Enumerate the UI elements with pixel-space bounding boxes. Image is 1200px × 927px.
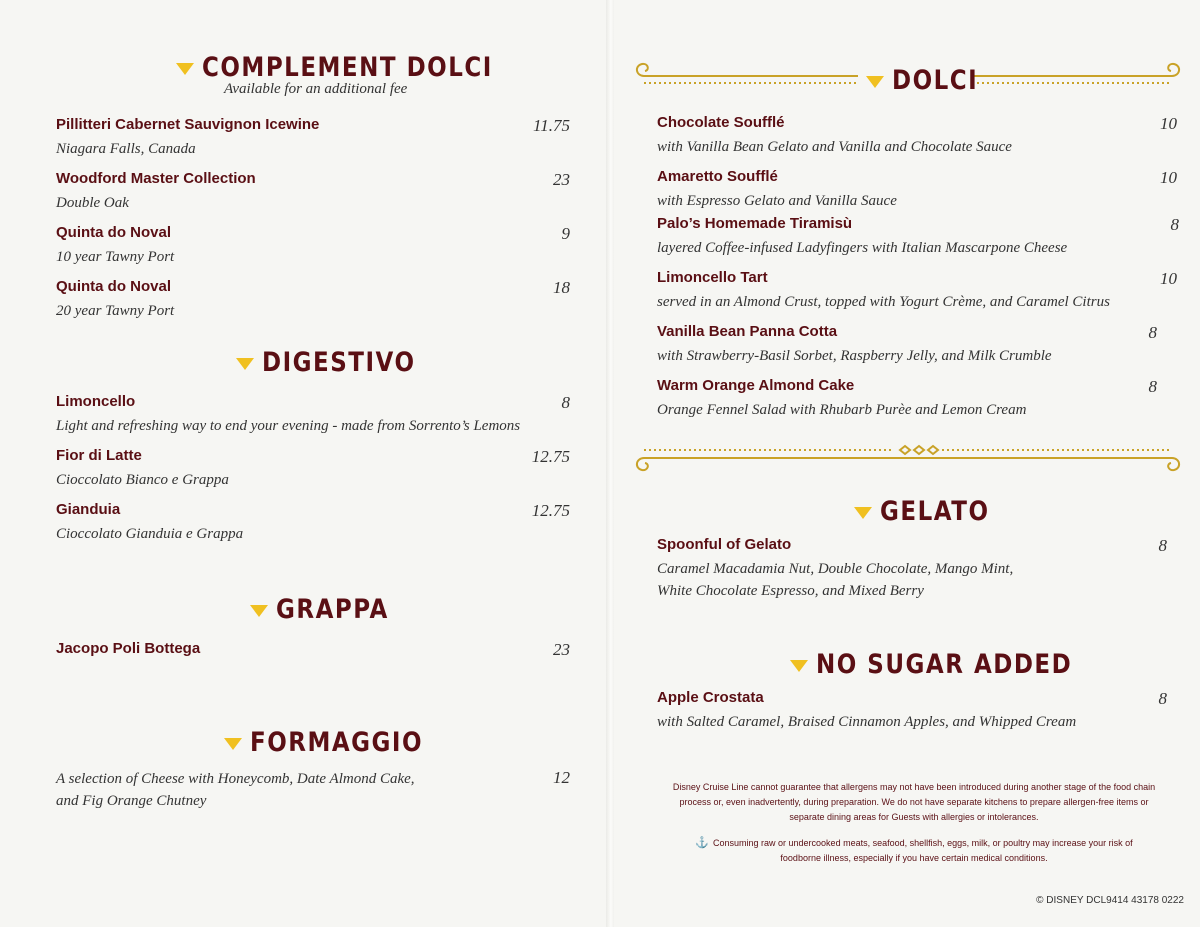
item-description: White Chocolate Espresso, and Mixed Berry bbox=[657, 583, 924, 599]
item-price: 23 bbox=[553, 170, 570, 189]
item-price: 23 bbox=[553, 640, 570, 659]
item-description: Light and refreshing way to end your evening - made from Sorrento’s Lemons bbox=[56, 418, 521, 434]
item-name: Spoonful of Gelato bbox=[657, 536, 792, 553]
triangle-marker-icon bbox=[790, 660, 808, 672]
triangle-marker-icon bbox=[236, 358, 254, 370]
item-price: 8 bbox=[1148, 323, 1157, 342]
triangle-marker-icon bbox=[224, 738, 242, 750]
scroll-ornament-divider bbox=[630, 442, 1186, 478]
allergen-disclaimer: Disney Cruise Line cannot guarantee that allergens may not have been introduced during another stage of the food chain process or, even inadvertently, during preparation. We do not have separate kitchens to prepare allergen-free items or separate dining areas for Guests with allergies or intolerances. bbox=[672, 782, 1156, 822]
menu-item bbox=[56, 278, 570, 322]
page-fold bbox=[606, 0, 614, 927]
item-price: 12.75 bbox=[531, 447, 570, 466]
item-description: Cioccolato Gianduia e Grappa bbox=[56, 526, 244, 542]
section-title-no-sugar-added: NO SUGAR ADDED bbox=[790, 652, 1072, 678]
section-title-complement-dolci: COMPLEMENT DOLCI bbox=[176, 55, 493, 81]
item-description: A selection of Cheese with Honeycomb, Date Almond Cake, bbox=[56, 771, 415, 787]
item-price: 8 bbox=[1158, 689, 1167, 708]
triangle-marker-icon bbox=[854, 507, 872, 519]
item-description: with Espresso Gelato and Vanilla Sauce bbox=[657, 193, 897, 209]
raw-food-warning: ⚓ Consuming raw or undercooked meats, seafood, shellfish, eggs, milk, or poultry may increase your risk of foodborne illness, especially if you have certain medical conditions. bbox=[695, 837, 1133, 863]
item-price: 10 bbox=[1160, 168, 1177, 187]
triangle-marker-icon bbox=[866, 76, 884, 88]
triangle-marker-icon bbox=[250, 605, 268, 617]
section-title-grappa: GRAPPA bbox=[250, 597, 389, 623]
menu-item bbox=[657, 377, 1157, 421]
menu-item bbox=[657, 114, 1177, 158]
menu-item bbox=[56, 116, 570, 160]
item-price: 10 bbox=[1160, 114, 1177, 133]
item-description: 10 year Tawny Port bbox=[56, 249, 175, 265]
menu-item bbox=[56, 224, 570, 268]
triangle-marker-icon bbox=[176, 63, 194, 75]
item-description: Niagara Falls, Canada bbox=[56, 141, 196, 157]
menu-item bbox=[56, 640, 570, 657]
item-price: 8 bbox=[561, 393, 570, 412]
item-description: Double Oak bbox=[56, 195, 129, 211]
item-price: 18 bbox=[553, 278, 570, 297]
item-price: 12.75 bbox=[531, 501, 570, 520]
item-description: with Salted Caramel, Braised Cinnamon Apples, and Whipped Cream bbox=[657, 714, 1077, 730]
menu-item bbox=[657, 323, 1157, 367]
item-name: Quinta do Noval bbox=[56, 278, 172, 295]
menu-item bbox=[657, 689, 1167, 733]
menu-item bbox=[56, 447, 570, 491]
section-title-dolci: DOLCI bbox=[866, 68, 978, 94]
item-name: Apple Crostata bbox=[657, 689, 764, 706]
item-price: 12 bbox=[553, 768, 570, 787]
menu-item bbox=[657, 269, 1177, 313]
item-name: Palo’s Homemade Tiramisù bbox=[657, 215, 853, 232]
item-name: Fior di Latte bbox=[56, 447, 142, 464]
item-name: Amaretto Soufflé bbox=[657, 168, 778, 185]
item-name: Woodford Master Collection bbox=[56, 170, 256, 187]
menu-item bbox=[657, 168, 1177, 212]
item-description: Orange Fennel Salad with Rhubarb Purèe and Lemon Cream bbox=[657, 402, 1027, 418]
item-name: Limoncello bbox=[56, 393, 136, 410]
menu-item bbox=[56, 768, 570, 812]
section-title-gelato: GELATO bbox=[854, 499, 990, 525]
item-price: 8 bbox=[1170, 215, 1179, 234]
item-name: Limoncello Tart bbox=[657, 269, 768, 286]
item-price: 9 bbox=[561, 224, 570, 243]
item-name: Chocolate Soufflé bbox=[657, 114, 785, 131]
menu-item bbox=[56, 393, 570, 437]
menu-item bbox=[657, 536, 1167, 602]
item-name: Warm Orange Almond Cake bbox=[657, 377, 855, 394]
item-description: with Strawberry-Basil Sorbet, Raspberry Jelly, and Milk Crumble bbox=[657, 348, 1052, 364]
menu-item bbox=[657, 215, 1179, 259]
item-name: Jacopo Poli Bottega bbox=[56, 640, 201, 657]
item-description: with Vanilla Bean Gelato and Vanilla and Chocolate Sauce bbox=[657, 139, 1012, 155]
item-name: Pillitteri Cabernet Sauvignon Icewine bbox=[56, 116, 320, 133]
item-description: Caramel Macadamia Nut, Double Chocolate, Mango Mint, bbox=[657, 561, 1014, 577]
item-description: 20 year Tawny Port bbox=[56, 303, 175, 319]
item-description: Cioccolato Bianco e Grappa bbox=[56, 472, 229, 488]
section-title-formaggio: FORMAGGIO bbox=[224, 730, 423, 756]
copyright-code: © DISNEY DCL9414 43178 0222 bbox=[1036, 895, 1184, 906]
item-price: 8 bbox=[1158, 536, 1167, 555]
item-price: 11.75 bbox=[533, 116, 570, 135]
item-description: layered Coffee-infused Ladyfingers with Italian Mascarpone Cheese bbox=[657, 240, 1068, 256]
section-subtitle: Available for an additional fee bbox=[224, 81, 408, 97]
item-description: served in an Almond Crust, topped with Yogurt Crème, and Caramel Citrus bbox=[657, 294, 1110, 310]
item-price: 10 bbox=[1160, 269, 1177, 288]
menu-item bbox=[56, 170, 570, 214]
item-name: Vanilla Bean Panna Cotta bbox=[657, 323, 838, 340]
menu-item bbox=[56, 501, 570, 545]
anchor-icon: ⚓ bbox=[695, 837, 709, 849]
item-description: and Fig Orange Chutney bbox=[56, 793, 207, 809]
item-price: 8 bbox=[1148, 377, 1157, 396]
section-title-digestivo: DIGESTIVO bbox=[236, 350, 416, 376]
item-name: Quinta do Noval bbox=[56, 224, 172, 241]
item-name: Gianduia bbox=[56, 501, 121, 518]
